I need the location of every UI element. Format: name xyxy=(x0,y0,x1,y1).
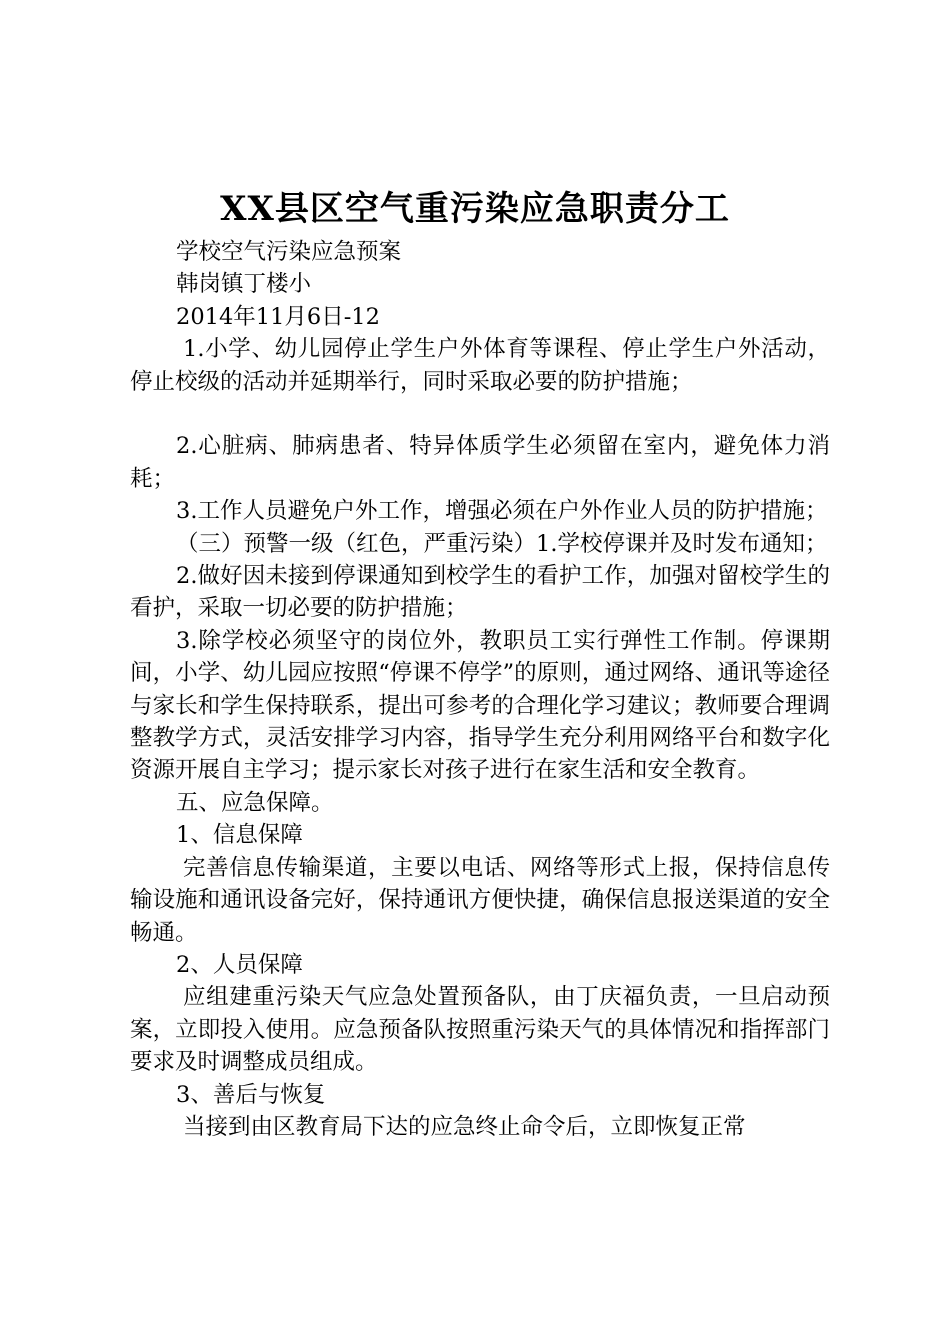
school-name: 韩岗镇丁楼小 xyxy=(176,271,312,298)
paragraph-flexible-work: 3.除学校必须坚守的岗位外，教职员工实行弹性工作制。停课期间，小学、幼儿园应按照“停课不停学”的原则，通过网络、通讯等途径与家长和学生保持联系，提出可参考的合理化学习建议；教师要合理调整教学方式，灵活安排学习内容，指导学生充分利用网络平台和数字化资源开展自主学习；提示家长对孩子进行在家生活和安全教育。 xyxy=(130,627,830,784)
subtitle-plan-name: 学校空气污染应急预案 xyxy=(176,239,402,265)
blank-line xyxy=(130,398,830,430)
paragraph-item-3: 3.工作人员避免户外工作，增强必须在户外作业人员的防护措施； xyxy=(176,498,828,525)
paragraph-item-2: 2.心脏病、肺病患者、特异体质学生必须留在室内，避免体力消耗； xyxy=(130,433,830,492)
paragraph-warning-level-1: （三）预警一级（红色，严重污染）1.学校停课并及时发布通知； xyxy=(176,530,828,557)
paragraph-item-1: 1.小学、幼儿园停止学生户外体育等课程、停止学生户外活动，停止校级的活动并延期举行，同时采取必要的防护措施； xyxy=(130,336,830,395)
subheading-recovery: 3、善后与恢复 xyxy=(176,1081,326,1108)
paragraph-personnel-support: 应组建重污染天气应急处置预备队，由丁庆福负责，一旦启动预案，立即投入使用。应急预备队按照重污染天气的具体情况和指挥部门要求及时调整成员组成。 xyxy=(130,984,830,1076)
subheading-information-support: 1、信息保障 xyxy=(176,822,303,849)
paragraph-information-support: 完善信息传输渠道，主要以电话、网络等形式上报，保持信息传输设施和通讯设备完好，保持通讯方便快捷，确保信息报送渠道的安全畅通。 xyxy=(130,854,830,946)
paragraph-recovery: 当接到由区教育局下达的应急终止命令后，立即恢复正常 xyxy=(183,1113,746,1140)
document-body xyxy=(130,236,830,1143)
paragraph-care-work: 2.做好因未接到停课通知到校学生的看护工作，加强对留校学生的看护，采取一切必要的防护措施； xyxy=(130,563,830,622)
document-title: XX县区空气重污染应急职责分工 xyxy=(220,189,730,229)
subheading-personnel-support: 2、人员保障 xyxy=(176,951,303,978)
section-heading-emergency-support: 五、应急保障。 xyxy=(176,789,334,816)
date-line: 2014年11月6日-12 xyxy=(176,303,380,330)
